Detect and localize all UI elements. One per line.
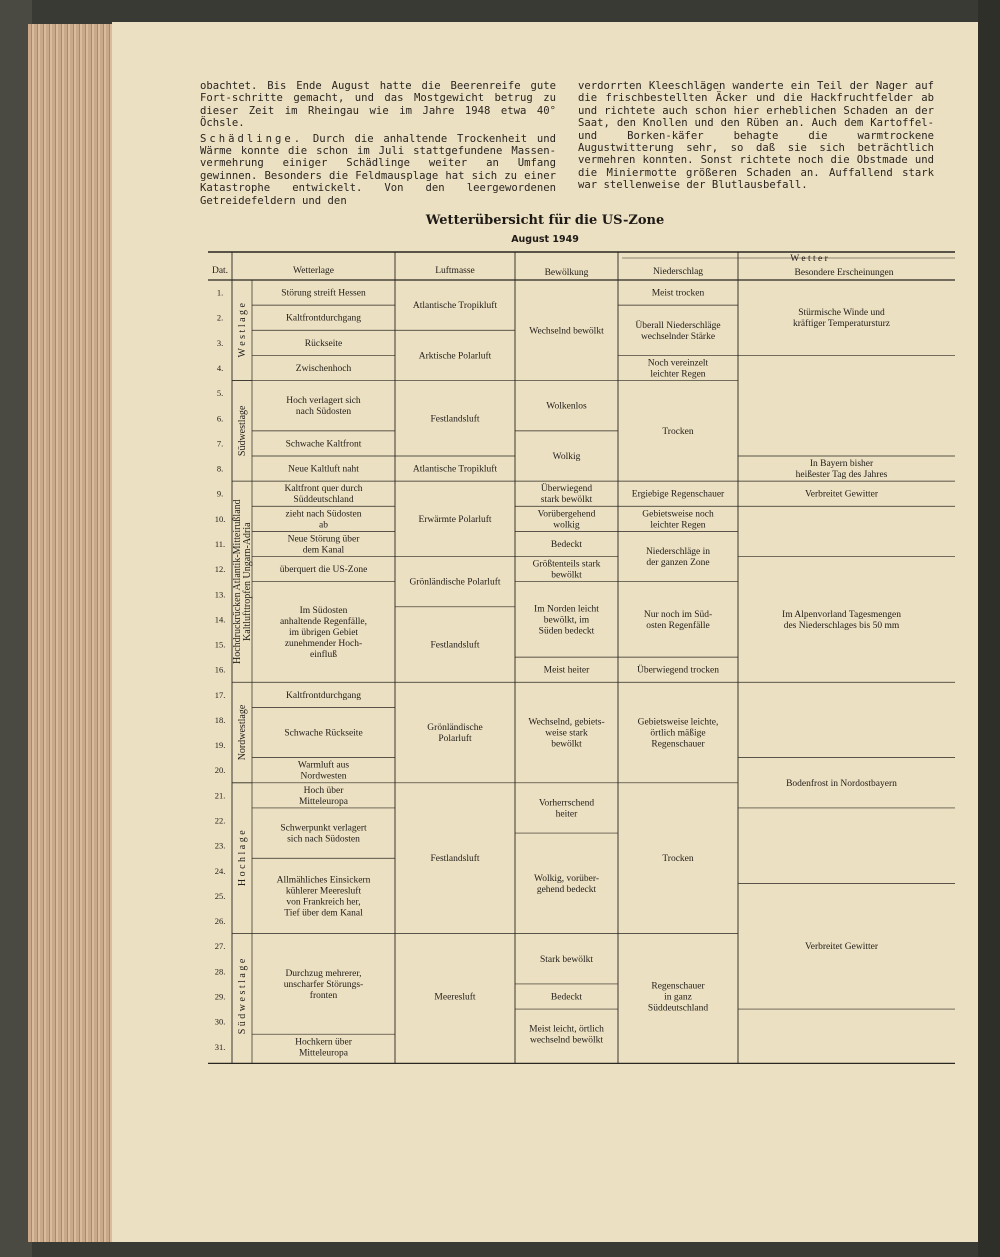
paragraph-mostgewicht: obachtet. Bis Ende August hatte die Beerenreife gute Fort-schritte gemacht, und das Mostgewicht betrug zu dieser Zeit im Rheingau wie im Jahre 1948 etwa 40° Öchsle. (200, 80, 556, 130)
bewoelkung-cell: Größtenteils stark (532, 559, 601, 570)
table-title: Wetterübersicht für die US-Zone (425, 213, 665, 228)
date-label: 30. (214, 1016, 226, 1027)
header-niederschlag: Niederschlag (652, 267, 704, 277)
header-date: Dat. (211, 266, 229, 276)
date-label: 31. (214, 1041, 226, 1052)
paragraph-nager: verdorrten Kleeschlägen wanderte ein Teil der Nager auf die frischbestellten Äcker und die Hackfruchtfelder ab und richtete auch schon hier erheblichen Schaden an der Saat, den Knollen und den Rüben an. Auch dem Kartoffel- und Borken-käfer behagte die warmtrockene Augustwitterung sehr, so daß sie sich beträchtlich vermehren konnten. Sonst richtete noch die Obstmade und die Miniermotte größeren Schaden an. Auffallend stark war stellenweise der Blutlausbefall. (578, 80, 934, 192)
wetterlage-cell: zunehmender Hoch- (284, 638, 363, 649)
besondere-cell: In Bayern bisher (809, 459, 874, 470)
date-label: 26. (214, 916, 226, 927)
weather-table (112, 22, 978, 1242)
luftmasse-cell: Festlandsluft (430, 854, 480, 865)
wetterlage-cell: Rückseite (304, 338, 343, 349)
besondere-cell: des Niederschlages bis 50 mm (783, 620, 900, 631)
bewoelkung-cell: heiter (555, 809, 578, 820)
wetterlage-cell: Durchzug mehrerer, (285, 968, 362, 979)
wetterlage-cell: Nordwesten (300, 771, 347, 782)
niederschlag-cell: Noch vereinzelt (647, 358, 709, 369)
besondere-cell: kräftiger Temperatursturz (792, 319, 891, 330)
wetterlage-cell: Zwischenhoch (295, 363, 352, 374)
date-label: 12. (214, 564, 226, 575)
besondere-cell: heißester Tag des Jahres (795, 470, 888, 481)
niederschlag-cell: der ganzen Zone (646, 558, 710, 569)
bewoelkung-cell: Vorherrschend (538, 798, 595, 809)
bewoelkung-cell: Vorübergehend (537, 509, 596, 520)
bewoelkung-cell: wechselnd bewölkt (529, 1035, 604, 1046)
scan-background (978, 0, 1000, 1257)
bewoelkung-cell: weise stark (545, 728, 588, 739)
date-label: 8. (216, 463, 224, 474)
bewoelkung-cell: bewölkt (551, 739, 582, 750)
wetterlage-cell: Tief über dem Kanal (284, 908, 363, 919)
wetterlage-cell: Mitteleuropa (298, 1048, 349, 1059)
date-label: 15. (214, 639, 226, 650)
date-label: 2. (216, 312, 224, 323)
bewoelkung-cell: Stark bewölkt (539, 954, 594, 965)
niederschlag-cell: wechselnder Stärke (640, 331, 716, 342)
bewoelkung-cell: Überwiegend (540, 484, 593, 495)
header-besondere: Besondere Erscheinungen (794, 268, 894, 278)
table-subtitle: August 1949 (511, 234, 579, 245)
wetterlage-cell: Warmluft aus (297, 760, 350, 771)
wetterlage-cell: von Frankreich her, (286, 897, 361, 908)
wetterlage-cell: Schwerpunkt verlagert (280, 823, 367, 834)
wetterlage-cell: kühlerer Meeresluft (285, 886, 362, 897)
bewoelkung-cell: Süden bedeckt (538, 626, 595, 637)
wetterlage-cell: Kaltfrontdurchgang (286, 313, 361, 324)
niederschlag-cell: Überall Niederschläge (635, 320, 721, 331)
group-label: H o c h l a g e (237, 830, 248, 887)
wetterlage-cell: Hochkern über (295, 1037, 352, 1048)
bewoelkung-cell: Wechselnd, gebiets- (528, 717, 605, 728)
date-label: 4. (216, 362, 224, 373)
bewoelkung-cell: Im Norden leicht (534, 604, 599, 615)
bewoelkung-cell: gehend bedeckt (536, 884, 597, 895)
date-label: 7. (216, 438, 224, 449)
wetterlage-cell: dem Kanal (302, 545, 345, 556)
heading-schaedlinge: Schädlinge. (200, 132, 304, 145)
luftmasse-cell: Atlantische Tropikluft (412, 464, 498, 475)
group-label: Nordwestlage (237, 704, 248, 761)
luftmasse-cell: Erwärmte Polarluft (418, 514, 492, 525)
niederschlag-cell: Regenschauer (651, 981, 705, 992)
wetterlage-cell: fronten (309, 990, 338, 1001)
book-page (112, 22, 978, 1242)
niederschlag-cell: leichter Regen (650, 520, 706, 531)
wetterlage-cell: Kaltfront quer durch (284, 484, 363, 495)
niederschlag-cell: Gebietsweise noch (642, 509, 714, 520)
niederschlag-cell: leichter Regen (650, 369, 706, 380)
wetterlage-cell: Allmähliches Einsickern (276, 875, 371, 886)
wetterlage-cell: ab (319, 520, 328, 531)
date-label: 18. (214, 714, 226, 725)
wetterlage-cell: Schwache Rückseite (284, 728, 363, 739)
group-label: Kaltlufttropfen Ungarn-Adria (242, 522, 253, 641)
date-label: 1. (216, 287, 224, 298)
wetterlage-cell: unscharfer Störungs- (283, 979, 364, 990)
date-label: 24. (214, 865, 226, 876)
date-label: 11. (214, 538, 226, 549)
group-label: Hochdruckrücken Atlantik-Mitteirußland (232, 499, 243, 665)
luftmasse-cell: Festlandsluft (430, 414, 480, 425)
niederschlag-cell: Gebietsweise leichte, (637, 717, 719, 728)
niederschlag-cell: osten Regenfälle (646, 620, 710, 631)
luftmasse-cell: Grönländische (427, 723, 483, 734)
wetterlage-cell: überquert die US-Zone (279, 565, 368, 576)
group-label: S ü d w e s t l a g e (237, 958, 248, 1035)
header-luftmasse: Luftmasse (435, 266, 475, 276)
niederschlag-cell: Regenschauer (651, 739, 705, 750)
bewoelkung-cell: Bedeckt (550, 539, 583, 550)
date-label: 13. (214, 589, 226, 600)
date-label: 27. (214, 941, 226, 952)
wetterlage-cell: Neue Kaltluft naht (288, 464, 359, 475)
niederschlag-cell: Überwiegend trocken (636, 665, 720, 676)
group-label: Südwestlage (237, 405, 248, 457)
wetterlage-cell: im übrigen Gebiet (288, 627, 359, 638)
niederschlag-cell: in ganz (664, 992, 692, 1003)
date-label: 6. (216, 413, 224, 424)
niederschlag-cell: Süddeutschland (647, 1003, 709, 1014)
date-label: 9. (216, 488, 224, 499)
besondere-cell: Im Alpenvorland Tagesmengen (782, 609, 901, 620)
group-label: W e s t l a g e (237, 303, 248, 358)
wetterlage-cell: Süddeutschland (293, 495, 354, 506)
header-wetterlage: Wetterlage (293, 266, 334, 276)
niederschlag-cell: Trocken (662, 426, 694, 437)
wetterlage-cell: Störung streift Hessen (281, 288, 366, 299)
bewoelkung-cell: Wolkig (552, 451, 581, 462)
niederschlag-cell: Niederschläge in (645, 547, 711, 558)
wetterlage-cell: Hoch über (303, 785, 344, 796)
luftmasse-cell: Meeresluft (434, 992, 476, 1003)
besondere-cell: Bodenfrost in Nordostbayern (786, 778, 897, 789)
page-edges (28, 24, 118, 1242)
luftmasse-cell: Polarluft (438, 734, 472, 745)
luftmasse-cell: Festlandsluft (430, 640, 480, 651)
date-label: 21. (214, 790, 226, 801)
besondere-cell: Stürmische Winde und (798, 308, 885, 319)
wetterlage-cell: sich nach Südosten (287, 834, 360, 845)
bewoelkung-cell: Wolkig, vorüber- (533, 873, 600, 884)
date-label: 5. (216, 388, 224, 399)
wetterlage-cell: nach Südosten (295, 407, 352, 418)
niederschlag-cell: örtlich mäßige (650, 728, 706, 739)
besondere-cell: Verbreitet Gewitter (804, 489, 879, 500)
paragraph-schaedlinge-body: Durch die anhaltende Trockenheit und Wärme konnte die schon im Juli stattgefundene Massen-vermehrung einiger Schädlinge weiter an Umfang gewinnen. Besonders die Feldmausplage hat sich zu einer Katastrophe entwickelt. Von den leergewordenen Getreidefeldern und den (200, 132, 556, 207)
luftmasse-cell: Grönländische Polarluft (409, 577, 501, 588)
niederschlag-cell: Meist trocken (651, 288, 705, 299)
wetterlage-cell: einfluß (310, 649, 337, 660)
date-label: 17. (214, 689, 226, 700)
niederschlag-cell: Ergiebige Regenschauer (631, 489, 725, 500)
date-label: 3. (216, 337, 224, 348)
bewoelkung-cell: bewölkt (551, 570, 582, 581)
date-label: 14. (214, 614, 226, 625)
wetterlage-cell: Kaltfrontdurchgang (286, 690, 361, 701)
date-label: 25. (214, 890, 226, 901)
header-bewoelkung: Bewölkung (544, 268, 589, 278)
wetterlage-cell: Hoch verlagert sich (286, 396, 361, 407)
date-label: 29. (214, 991, 226, 1002)
bewoelkung-cell: bewölkt, im (543, 615, 590, 626)
wetterlage-cell: Neue Störung über (287, 534, 360, 545)
date-label: 16. (214, 664, 226, 675)
luftmasse-cell: Atlantische Tropikluft (412, 301, 498, 312)
luftmasse-cell: Arktische Polarluft (418, 351, 492, 362)
wetterlage-cell: Schwache Kaltfront (285, 439, 362, 450)
niederschlag-cell: Trocken (662, 854, 694, 865)
bewoelkung-cell: Wechselnd bewölkt (529, 326, 604, 337)
date-label: 10. (214, 513, 226, 524)
bewoelkung-cell: Meist heiter (543, 665, 590, 676)
header-wetter: W e t t e r (790, 254, 828, 264)
niederschlag-cell: Nur noch im Süd- (643, 609, 713, 620)
wetterlage-cell: Im Südosten (299, 605, 348, 616)
date-label: 28. (214, 966, 226, 977)
wetterlage-cell: anhaltende Regenfälle, (279, 616, 368, 627)
besondere-cell: Verbreitet Gewitter (804, 942, 879, 953)
bewoelkung-cell: wolkig (553, 520, 580, 531)
bewoelkung-cell: Wolkenlos (546, 401, 587, 412)
date-label: 23. (214, 840, 226, 851)
bewoelkung-cell: Meist leicht, örtlich (529, 1024, 604, 1035)
wetterlage-cell: Mitteleuropa (298, 796, 349, 807)
date-label: 19. (214, 740, 226, 751)
bewoelkung-cell: Bedeckt (550, 992, 583, 1003)
bewoelkung-cell: stark bewölkt (540, 495, 593, 506)
wetterlage-cell: zieht nach Südosten (285, 509, 362, 520)
date-label: 22. (214, 815, 226, 826)
date-label: 20. (214, 765, 226, 776)
